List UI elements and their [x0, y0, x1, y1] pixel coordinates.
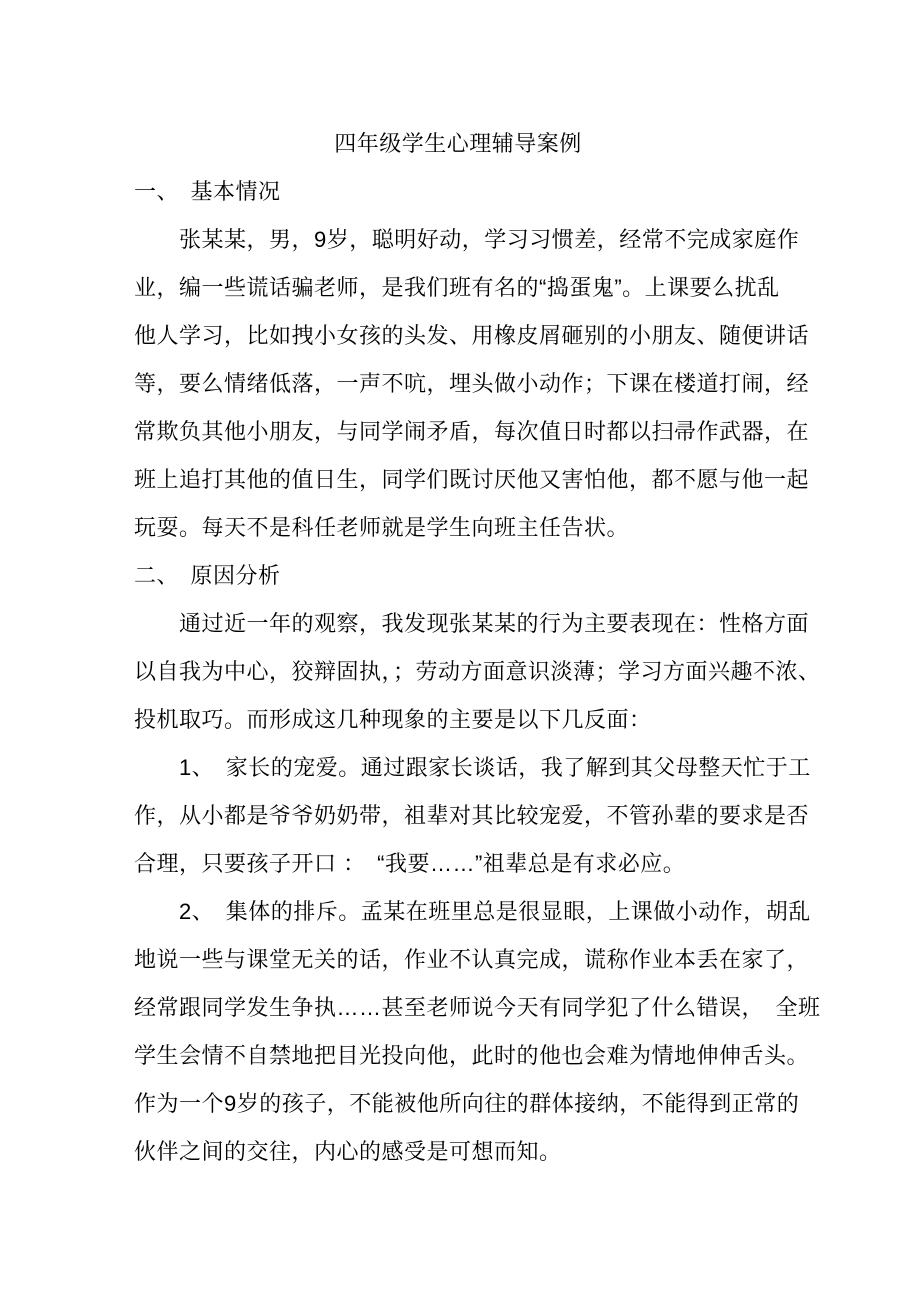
text-line: 经常跟同学发生争执……甚至老师说今天有同学犯了什么错误， 全班 — [134, 995, 821, 1020]
text-line: 伙伴之间的交往，内心的感受是可想而知。 — [134, 1139, 562, 1164]
text-line: 作为一个9岁的孩子，不能被他所向往的群体接纳，不能得到正常的 — [134, 1091, 800, 1116]
text-line: 学生会情不自禁地把目光投向他，此时的他也会难为情地伸伸舌头。 — [134, 1043, 810, 1068]
text-line: 他人学习，比如拽小女孩的头发、用橡皮屑砸别的小朋友、随便讲话 — [134, 323, 810, 348]
text-line: 地说一些与课堂无关的话，作业不认真完成，谎称作业本丢在家了， — [134, 947, 810, 972]
text-line: 玩耍。每天不是科任老师就是学生向班主任告状。 — [134, 515, 630, 540]
text-line: 张某某，男，9岁，聪明好动，学习习惯差，经常不完成家庭作 — [134, 227, 800, 252]
text-line: 业，编一些谎话骗老师，是我们班有名的“捣蛋鬼”。上课要么扰乱 — [134, 275, 780, 300]
text-line: 等，要么情绪低落，一声不吭，埋头做小动作；下课在楼道打闹，经 — [134, 371, 810, 396]
text-line: 常欺负其他小朋友，与同学闹矛盾，每次值日时都以扫帚作武器，在 — [134, 419, 810, 444]
document-title: 四年级学生心理辅导案例 — [334, 131, 582, 156]
section-heading: 二、 原因分析 — [134, 563, 281, 588]
section-heading: 一、 基本情况 — [134, 179, 281, 204]
text-line: 班上追打其他的值日生，同学们既讨厌他又害怕他，都不愿与他一起 — [134, 467, 810, 492]
text-line: 合理，只要孩子开口 ： “我要……”祖辈总是有求必应。 — [134, 851, 686, 876]
text-line: 以自我为中心，狡辩固执，；劳动方面意识淡薄；学习方面兴趣不浓、 — [134, 659, 821, 684]
text-line: 通过近一年的观察，我发现张某某的行为主要表现在：性格方面 — [134, 611, 810, 636]
document-body — [134, 120, 920, 1176]
text-line: 作，从小都是爷爷奶奶带，祖辈对其比较宠爱，不管孙辈的要求是否 — [134, 803, 810, 828]
text-line: 1、 家长的宠爱。通过跟家长谈话，我了解到其父母整天忙于工 — [134, 755, 811, 780]
text-line: 投机取巧。而形成这几种现象的主要是以下几反面： — [134, 707, 652, 732]
text-line: 2、 集体的排斥。孟某在班里总是很显眼，上课做小动作，胡乱 — [134, 899, 811, 924]
